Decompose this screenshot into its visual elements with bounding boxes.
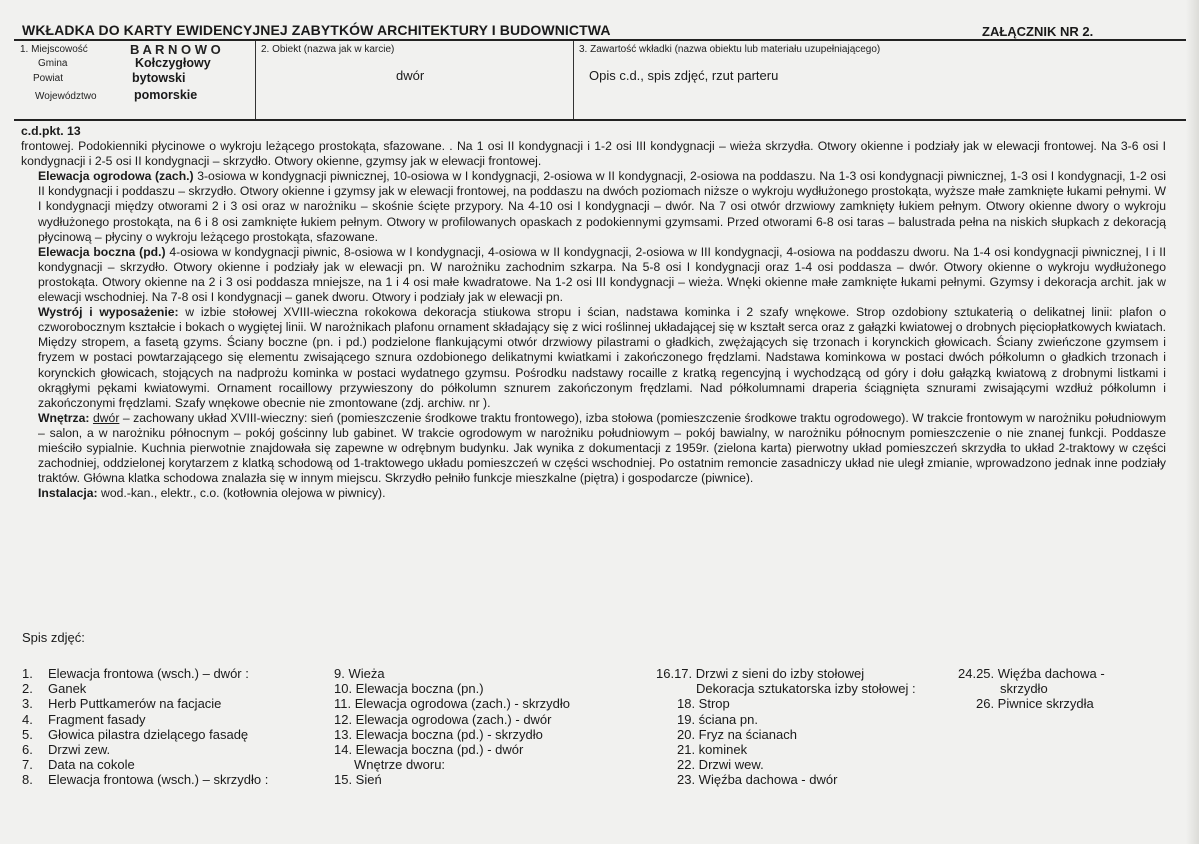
- furnishings-text: w izbie stołowej XVIII-wieczna rokokowa dekoracja stiukowa stropu i ścian, nadstawa kominka i 2 szafy wnękowe. Strop ozdobiony sztukaterią o delikatnej linii: plafon o czworobocznym kształcie i bokach o wygiętej linii. W narożnikach plafonu ornament składający się z wici roślinnej układającej się w kształt serca oraz z gałązki kwiatowej o drobnych pięciopłatkowych kwiatach. Między stropem, a fasetą gzyms. Ściany boczne (pn. i pd.) podzielone flankującymi otwór drzwiowy pilastrami o gładkich, zwężających się trzonach i korynckich głowicach. Ściany zwieńczone gzymsem i fryzem w postaci powtarzającego się elementu zwisającego sznura ozdobionego delikatnymi kwiatkami i zakończonego frędzlami. Nadstawa kominkowa w postaci dwóch półkolumn o gładkich trzonach i korynckich głowicach, stojących na nadprożu kominka w postaci wydatnego gzymsu. Pośrodku nadstawy rocaille z kratką regencyjną i wychodzącą od góry i dołu gałązką kwiatową z drobnymi listkami i okrągłymi pękami kwiatowymi. Ornament rocaillowy przywieszony do półkolumn sznurem zakończonym frędzlami. Nad półkolumnami draperia ściągnięta sznurami zwisającymi wzdłuż półkolumn i zakończonymi frędzlami. Szafy wnękowe obecnie nie zmontowane (zdj. archiw. nr ).: [38, 305, 1166, 410]
- interiors-text: – zachowany układ XVIII-wieczny: sień (pomieszczenie środkowe traktu frontowego), izba stołowa (pomieszczenie środkowe traktu ogrodowego). W trakcie frontowym w narożniku południowym – salon, a w narożniku północnym – pokój gościnny lub gabinet. W trakcie ogrodowym w narożniku południowym – pokój bawialny, w narożniku północnym pomieszczenie o nie znanej funkcji. Poddasze mieściło sypialnie. Kuchnia pierwotnie znajdowała się zapewne w odrębnym budynku. Jak wynika z dokumentacji z 1959r. (zielona karta) pierwotny układ pomieszczeń skrzydła to układ 2-traktowy w części zachodniej, oddzielonej korytarzem z klatką schodową od 1-traktowego układu pomieszczeń w części wschodniej. Po ostatnim remoncie zasadniczy układ nie uległ zmianie, wprowadzono jednak inne podziały traktów. Główna klatka schodowa znalazła się w innym miejscu. Skrzydło pełniło funkcje mieszkalne (piętra) i gospodarcze (piwnice).: [38, 410, 1167, 486]
- object-value: dwór: [396, 68, 425, 83]
- photo-list-title: Spis zdjęć:: [22, 630, 85, 645]
- list-item: 22. Drzwi wew.: [677, 757, 764, 773]
- gmina-label: Gmina: [38, 58, 68, 69]
- paragraph-north-elevation: frontowej. Podokienniki płycinowe o wykroju leżącego prostokąta, sfazowane. . Na 1 osi II kondygnacji i 1-2 osi III kondygnacji – wieża skrzydła. Otwory okienne i podziały jak w elewacji frontowej. Na 3-6 osi I kondygnacji i 2-5 osi II kondygnacji – skrzydło. Otwory okienne, gzymsy jak w elewacji frontowej.: [21, 139, 1166, 169]
- list-subheading: Wnętrze dworu:: [354, 757, 446, 773]
- paragraph-furnishings: [21, 305, 1166, 411]
- list-item: 10. Elewacja boczna (pn.): [334, 681, 484, 697]
- list-item: skrzydło: [1000, 681, 1048, 697]
- garden-elevation-heading: Elewacja ogrodowa (zach.): [38, 169, 194, 184]
- paragraph-installations: [21, 486, 1166, 501]
- list-item: 14. Elewacja boczna (pd.) - dwór: [334, 742, 524, 758]
- powiat-label: Powiat: [33, 73, 64, 84]
- installations-text: wod.-kan., elektr., c.o. (kotłownia olejowa w piwnicy).: [97, 486, 386, 501]
- list-item: 24.25. Więźba dachowa -: [958, 666, 1105, 681]
- contents-value: Opis c.d., spis zdjęć, rzut parteru: [589, 68, 779, 83]
- list-item: 21. kominek: [677, 742, 748, 758]
- annex-label: ZAŁĄCZNIK NR 2.: [982, 24, 1094, 39]
- continuation-heading: c.d.pkt. 13: [21, 124, 81, 138]
- interiors-manor-link: dwór: [92, 410, 120, 425]
- list-item: 8. Elewacja frontowa (wsch.) – skrzydło :: [22, 772, 269, 788]
- list-item: 13. Elewacja boczna (pd.) - skrzydło: [334, 726, 543, 742]
- header-table: [14, 39, 1194, 121]
- list-item: 12. Elewacja ogrodowa (zach.) - dwór: [334, 711, 552, 727]
- object-label: 2. Obiekt (nazwa jak w karcie): [261, 44, 395, 55]
- list-item: 3. Herb Puttkamerów na facjacie: [22, 696, 222, 712]
- paragraph-garden-elevation: [21, 169, 1166, 244]
- list-item: 15. Sień: [334, 772, 382, 788]
- list-item: 1. Elewacja frontowa (wsch.) – dwór :: [22, 666, 249, 681]
- list-item: 16.17. Drzwi z sieni do izby stołowej: [656, 666, 865, 681]
- furnishings-heading: Wystrój i wyposażenie:: [38, 305, 179, 320]
- wojewodztwo-value: pomorskie: [134, 88, 198, 102]
- list-item: 9. Wieża: [334, 666, 385, 681]
- document-title: WKŁADKA DO KARTY EWIDENCYJNEJ ZABYTKÓW ARCHITEKTURY I BUDOWNICTWA: [22, 22, 611, 38]
- wojewodztwo-label: Województwo: [35, 91, 97, 102]
- photo-list-col-4: [958, 666, 1105, 712]
- list-item: 18. Strop: [677, 696, 730, 712]
- list-item: 23. Więźba dachowa - dwór: [677, 772, 838, 788]
- scan-edge: [1186, 0, 1199, 844]
- header-divider-2: [573, 41, 574, 119]
- interiors-heading: Wnętrza:: [38, 410, 90, 425]
- list-item: 4. Fragment fasady: [22, 711, 146, 727]
- list-item: 7. Data na cokole: [22, 757, 135, 773]
- list-item: 26. Piwnice skrzydła: [976, 696, 1094, 712]
- list-subheading: Dekoracja sztukatorska izby stołowej :: [696, 681, 916, 697]
- south-elevation-text: 4-osiowa w kondygnacji piwnic, 8-osiowa w I kondygnacji, 4-osiowa w II kondygnacji, 2-osiowa w III kondygnacji, 4-osiowa na poddaszu dworu. Na 1-4 osi kondygnacji piwnicznej, I i II kondygnacji – skrzydło. Otwory okienne i podziały jak w elewacji pn. W narożniku zachodnim szkarpa. Na 5-8 osi I kondygnacji oraz 1-4 osi poddasza – dwór. Otwory okienne o wykroju wydłużonego prostokąta. Otwory okienne na 2 i 3 osi poddasza mniejsze, na 1 i 4 osi małe kwadratowe. Na 1-2 osi III kondygnacji – wieża. Wnęki okienne małe zamknięte łukami pełnymi. Gzymsy i dekoracja archit. jak w elewacji wschodniej. Na 7-8 osi I kondygnacji – ganek dworu. Otwory i podziały jak w elewacji pn.: [38, 244, 1166, 305]
- gmina-value: Kołczygłowy: [135, 56, 211, 70]
- list-item: 6. Drzwi zew.: [22, 742, 111, 758]
- south-elevation-heading: Elewacja boczna (pd.): [38, 244, 166, 259]
- paragraph-interiors: [21, 411, 1166, 486]
- installations-heading: Instalacja:: [38, 486, 98, 501]
- location-label: 1. Miejscowość: [20, 44, 88, 55]
- list-item: 5. Głowica pilastra dzielącego fasadę: [22, 726, 249, 742]
- list-item: 19. ściana pn.: [677, 711, 758, 727]
- photo-list-col-1: [22, 666, 268, 788]
- photo-list-col-3: [656, 666, 916, 788]
- paragraph-south-elevation: [21, 245, 1166, 305]
- garden-elevation-text: 3-osiowa w kondygnacji piwnicznej, 10-osiowa w I kondygnacji, 2-osiowa w II kondygnacji, 2-osiowa na poddaszu. Na 1-3 osi kondygnacji piwnicznej, 1-3 osi I kondygnacji, 1-2 osi II kondygnacji i poddaszu – skrzydło. Otwory okienne i gzymsy jak w elewacji frontowej, na poddaszu na dwóch poziomach niższe o wykroju wydłużonego prostokąta, wyższe małe zamknięte łukami pełnymi. W I kondygnacji między otworami 2 i 3 osi oraz w narożniku – skośnie ścięte przypory. Na 4-10 osi I kondygnacji – dwór. Na 7 osi otwór drzwiowy zamknięty łukiem pełnym. Otwory okienne dwory o wykroju wydłużonego prostokąta, na 6 i 8 osi zamknięte łukiem pełnym. Otwory w profilowanych opaskach z podokiennymi gzymsami. Przed otworami 6-8 osi taras – balustrada pełna na niskich słupkach z dekoracją płycinową – płyciny o wykroju leżącego prostokąta, sfazowane.: [38, 169, 1167, 244]
- powiat-value: bytowski: [132, 71, 186, 85]
- list-item: 20. Fryz na ścianach: [677, 726, 797, 742]
- description-body: [21, 124, 1166, 501]
- contents-label: 3. Zawartość wkładki (nazwa obiektu lub materiału uzupełniającego): [579, 44, 881, 55]
- list-item: 2. Ganek: [22, 681, 87, 697]
- location-name: B A R N O W O: [130, 42, 221, 57]
- list-item: 11. Elewacja ogrodowa (zach.) - skrzydło: [334, 696, 571, 712]
- header-divider-1: [255, 41, 256, 119]
- photo-list-col-2: [334, 666, 570, 788]
